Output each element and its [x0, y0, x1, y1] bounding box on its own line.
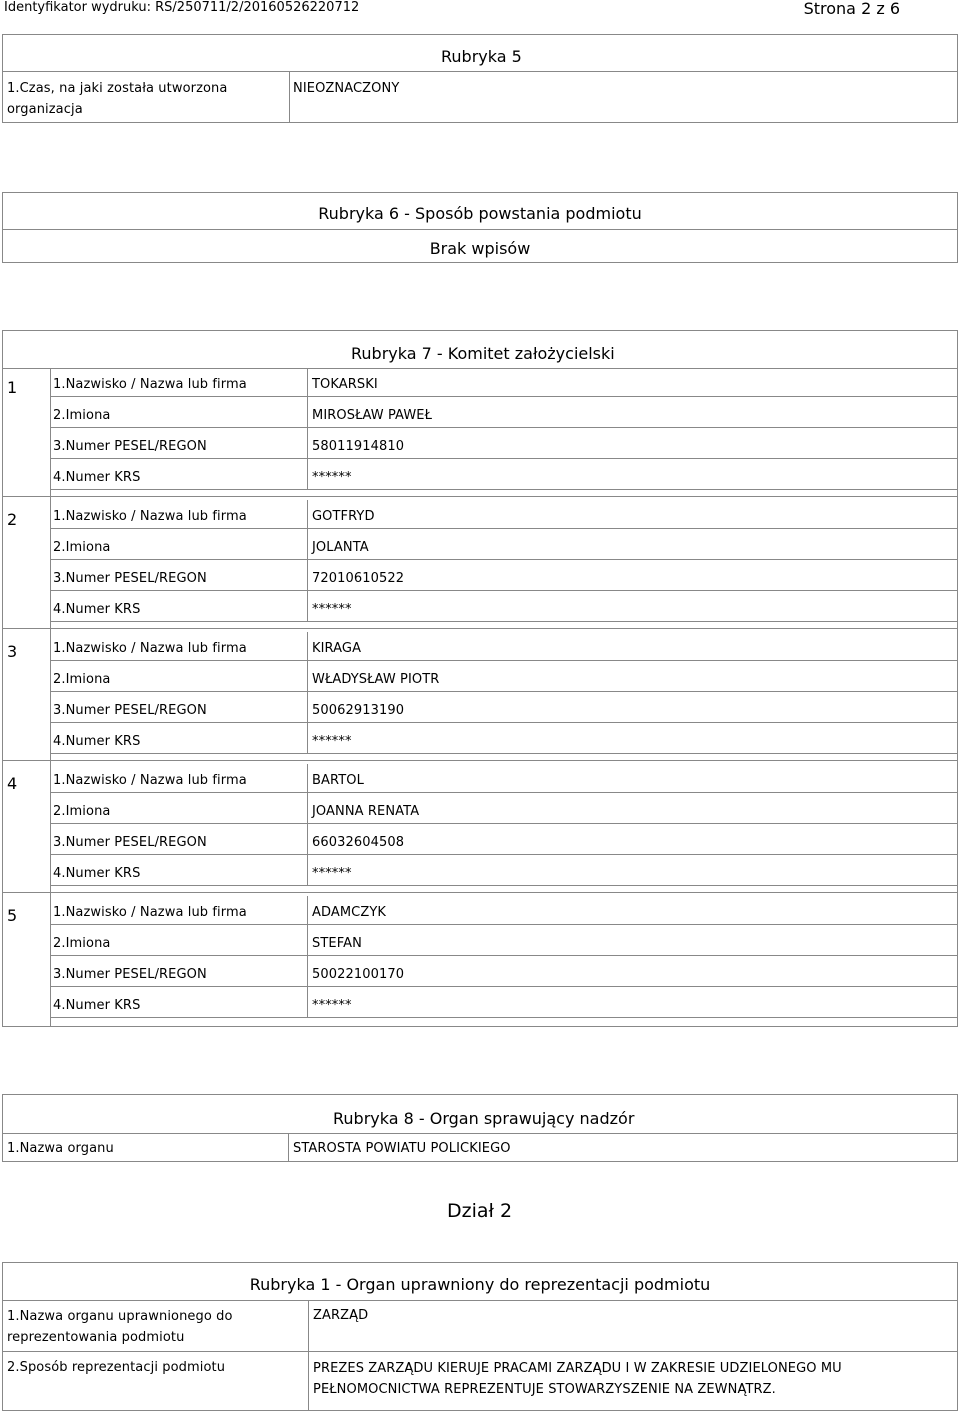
representation-method-label: 2.Sposób reprezentacji podmiotu [7, 1360, 226, 1375]
surname-value: TOKARSKI [312, 377, 378, 392]
founder-number: 4 [7, 774, 18, 793]
rubryka-6-table [2, 192, 958, 263]
divider [288, 1133, 289, 1161]
first-names-label: 2.Imiona [53, 672, 111, 687]
surname-label: 1.Nazwisko / Nazwa lub firma [53, 773, 247, 788]
duration-value: NIEOZNACZONY [293, 81, 400, 96]
page-header [0, 0, 960, 22]
rubryka-6-value: Brak wpisów [429, 239, 531, 258]
krs-number-label: 4.Numer KRS [53, 470, 141, 485]
divider [3, 1133, 957, 1134]
divider [50, 489, 958, 490]
founder-entry [0, 368, 960, 500]
representing-organ-value: ZARZĄD [313, 1308, 369, 1323]
divider [2, 496, 958, 497]
supervisory-organ-value: STAROSTA POWIATU POLICKIEGO [293, 1141, 511, 1156]
first-names-value: STEFAN [312, 936, 362, 951]
krs-number-label: 4.Numer KRS [53, 998, 141, 1013]
divider [50, 722, 958, 723]
first-names-label: 2.Imiona [53, 804, 111, 819]
first-names-label: 2.Imiona [53, 936, 111, 951]
divider [307, 764, 308, 886]
krs-number-value: ****** [312, 734, 352, 749]
divider [50, 559, 958, 560]
founder-entry [0, 764, 960, 896]
pesel-regon-value: 58011914810 [312, 439, 405, 454]
divider [3, 71, 957, 72]
pesel-regon-value: 50062913190 [312, 703, 405, 718]
first-names-value: WŁADYSŁAW PIOTR [312, 672, 440, 687]
divider [3, 1300, 957, 1301]
krs-number-value: ****** [312, 998, 352, 1013]
divider [50, 590, 958, 591]
supervisory-organ-label: 1.Nazwa organu [7, 1141, 114, 1156]
divider [50, 621, 958, 622]
krs-number-label: 4.Numer KRS [53, 734, 141, 749]
pesel-regon-value: 72010610522 [312, 571, 405, 586]
section-title-dzial-2: Dział 2 [447, 1200, 513, 1222]
divider [50, 753, 958, 754]
divider [50, 924, 958, 925]
surname-value: BARTOL [312, 773, 364, 788]
founder-entry [0, 632, 960, 764]
divider [50, 396, 958, 397]
pesel-regon-value: 66032604508 [312, 835, 405, 850]
surname-value: ADAMCZYK [312, 905, 387, 920]
divider [50, 986, 958, 987]
founder-entry [0, 500, 960, 632]
first-names-value: JOLANTA [312, 540, 369, 555]
divider [2, 628, 958, 629]
divider [307, 632, 308, 754]
divider [307, 896, 308, 1018]
representing-organ-label: 1.Nazwa organu uprawnionego do reprezentowania podmiotu [7, 1309, 233, 1345]
divider [50, 823, 958, 824]
founder-number: 5 [7, 906, 18, 925]
pesel-regon-label: 3.Numer PESEL/REGON [53, 967, 207, 982]
rubryka-6-title: Rubryka 6 - Sposób powstania podmiotu [318, 204, 642, 223]
divider [50, 427, 958, 428]
first-names-label: 2.Imiona [53, 408, 111, 423]
d2-rubryka-1-table [2, 1262, 958, 1411]
d2-rubryka-1-title: Rubryka 1 - Organ uprawniony do reprezentacji podmiotu [249, 1275, 711, 1294]
pesel-regon-value: 50022100170 [312, 967, 405, 982]
surname-label: 1.Nazwisko / Nazwa lub firma [53, 641, 247, 656]
divider [308, 1300, 309, 1410]
divider [50, 1017, 958, 1018]
divider [50, 660, 958, 661]
print-identifier: Identyfikator wydruku: RS/250711/2/20160526220712 [4, 0, 360, 15]
divider [50, 955, 958, 956]
founder-number: 3 [7, 642, 18, 661]
pesel-regon-label: 3.Numer PESEL/REGON [53, 571, 207, 586]
divider [3, 1351, 957, 1352]
divider [307, 500, 308, 622]
divider [2, 892, 958, 893]
krs-number-label: 4.Numer KRS [53, 602, 141, 617]
rubryka-8-table [2, 1094, 958, 1162]
rubryka-7-title: Rubryka 7 - Komitet założycielski [351, 344, 615, 363]
surname-value: GOTFRYD [312, 509, 375, 524]
rubryka-8-title: Rubryka 8 - Organ sprawujący nadzór [333, 1109, 635, 1128]
rubryka-5-title: Rubryka 5 [441, 47, 522, 66]
krs-number-value: ****** [312, 602, 352, 617]
krs-number-value: ****** [312, 470, 352, 485]
founder-number: 1 [7, 378, 18, 397]
krs-number-label: 4.Numer KRS [53, 866, 141, 881]
first-names-label: 2.Imiona [53, 540, 111, 555]
divider [50, 854, 958, 855]
divider [2, 760, 958, 761]
surname-label: 1.Nazwisko / Nazwa lub firma [53, 905, 247, 920]
krs-number-value: ****** [312, 866, 352, 881]
duration-label: 1.Czas, na jaki została utworzona organizacja [7, 81, 228, 117]
surname-value: KIRAGA [312, 641, 362, 656]
pesel-regon-label: 3.Numer PESEL/REGON [53, 439, 207, 454]
founder-number: 2 [7, 510, 18, 529]
pesel-regon-label: 3.Numer PESEL/REGON [53, 703, 207, 718]
divider [50, 691, 958, 692]
first-names-value: MIROSŁAW PAWEŁ [312, 408, 433, 423]
divider [289, 71, 290, 122]
divider [50, 885, 958, 886]
pesel-regon-label: 3.Numer PESEL/REGON [53, 835, 207, 850]
divider [50, 458, 958, 459]
page-number: Strona 2 z 6 [803, 0, 900, 18]
first-names-value: JOANNA RENATA [312, 804, 420, 819]
rubryka-5-table [2, 34, 958, 123]
divider [3, 229, 957, 230]
divider [50, 528, 958, 529]
surname-label: 1.Nazwisko / Nazwa lub firma [53, 377, 247, 392]
divider [50, 792, 958, 793]
representation-method-value: PREZES ZARZĄDU KIERUJE PRACAMI ZARZĄDU I W ZAKRESIE UDZIELONEGO MU PEŁNOMOCNICTWA REPREZENTUJE STOWARZYSZENIE NA ZEWNĄTRZ. [313, 1361, 842, 1397]
divider [307, 368, 308, 490]
founder-entry [0, 896, 960, 1028]
surname-label: 1.Nazwisko / Nazwa lub firma [53, 509, 247, 524]
